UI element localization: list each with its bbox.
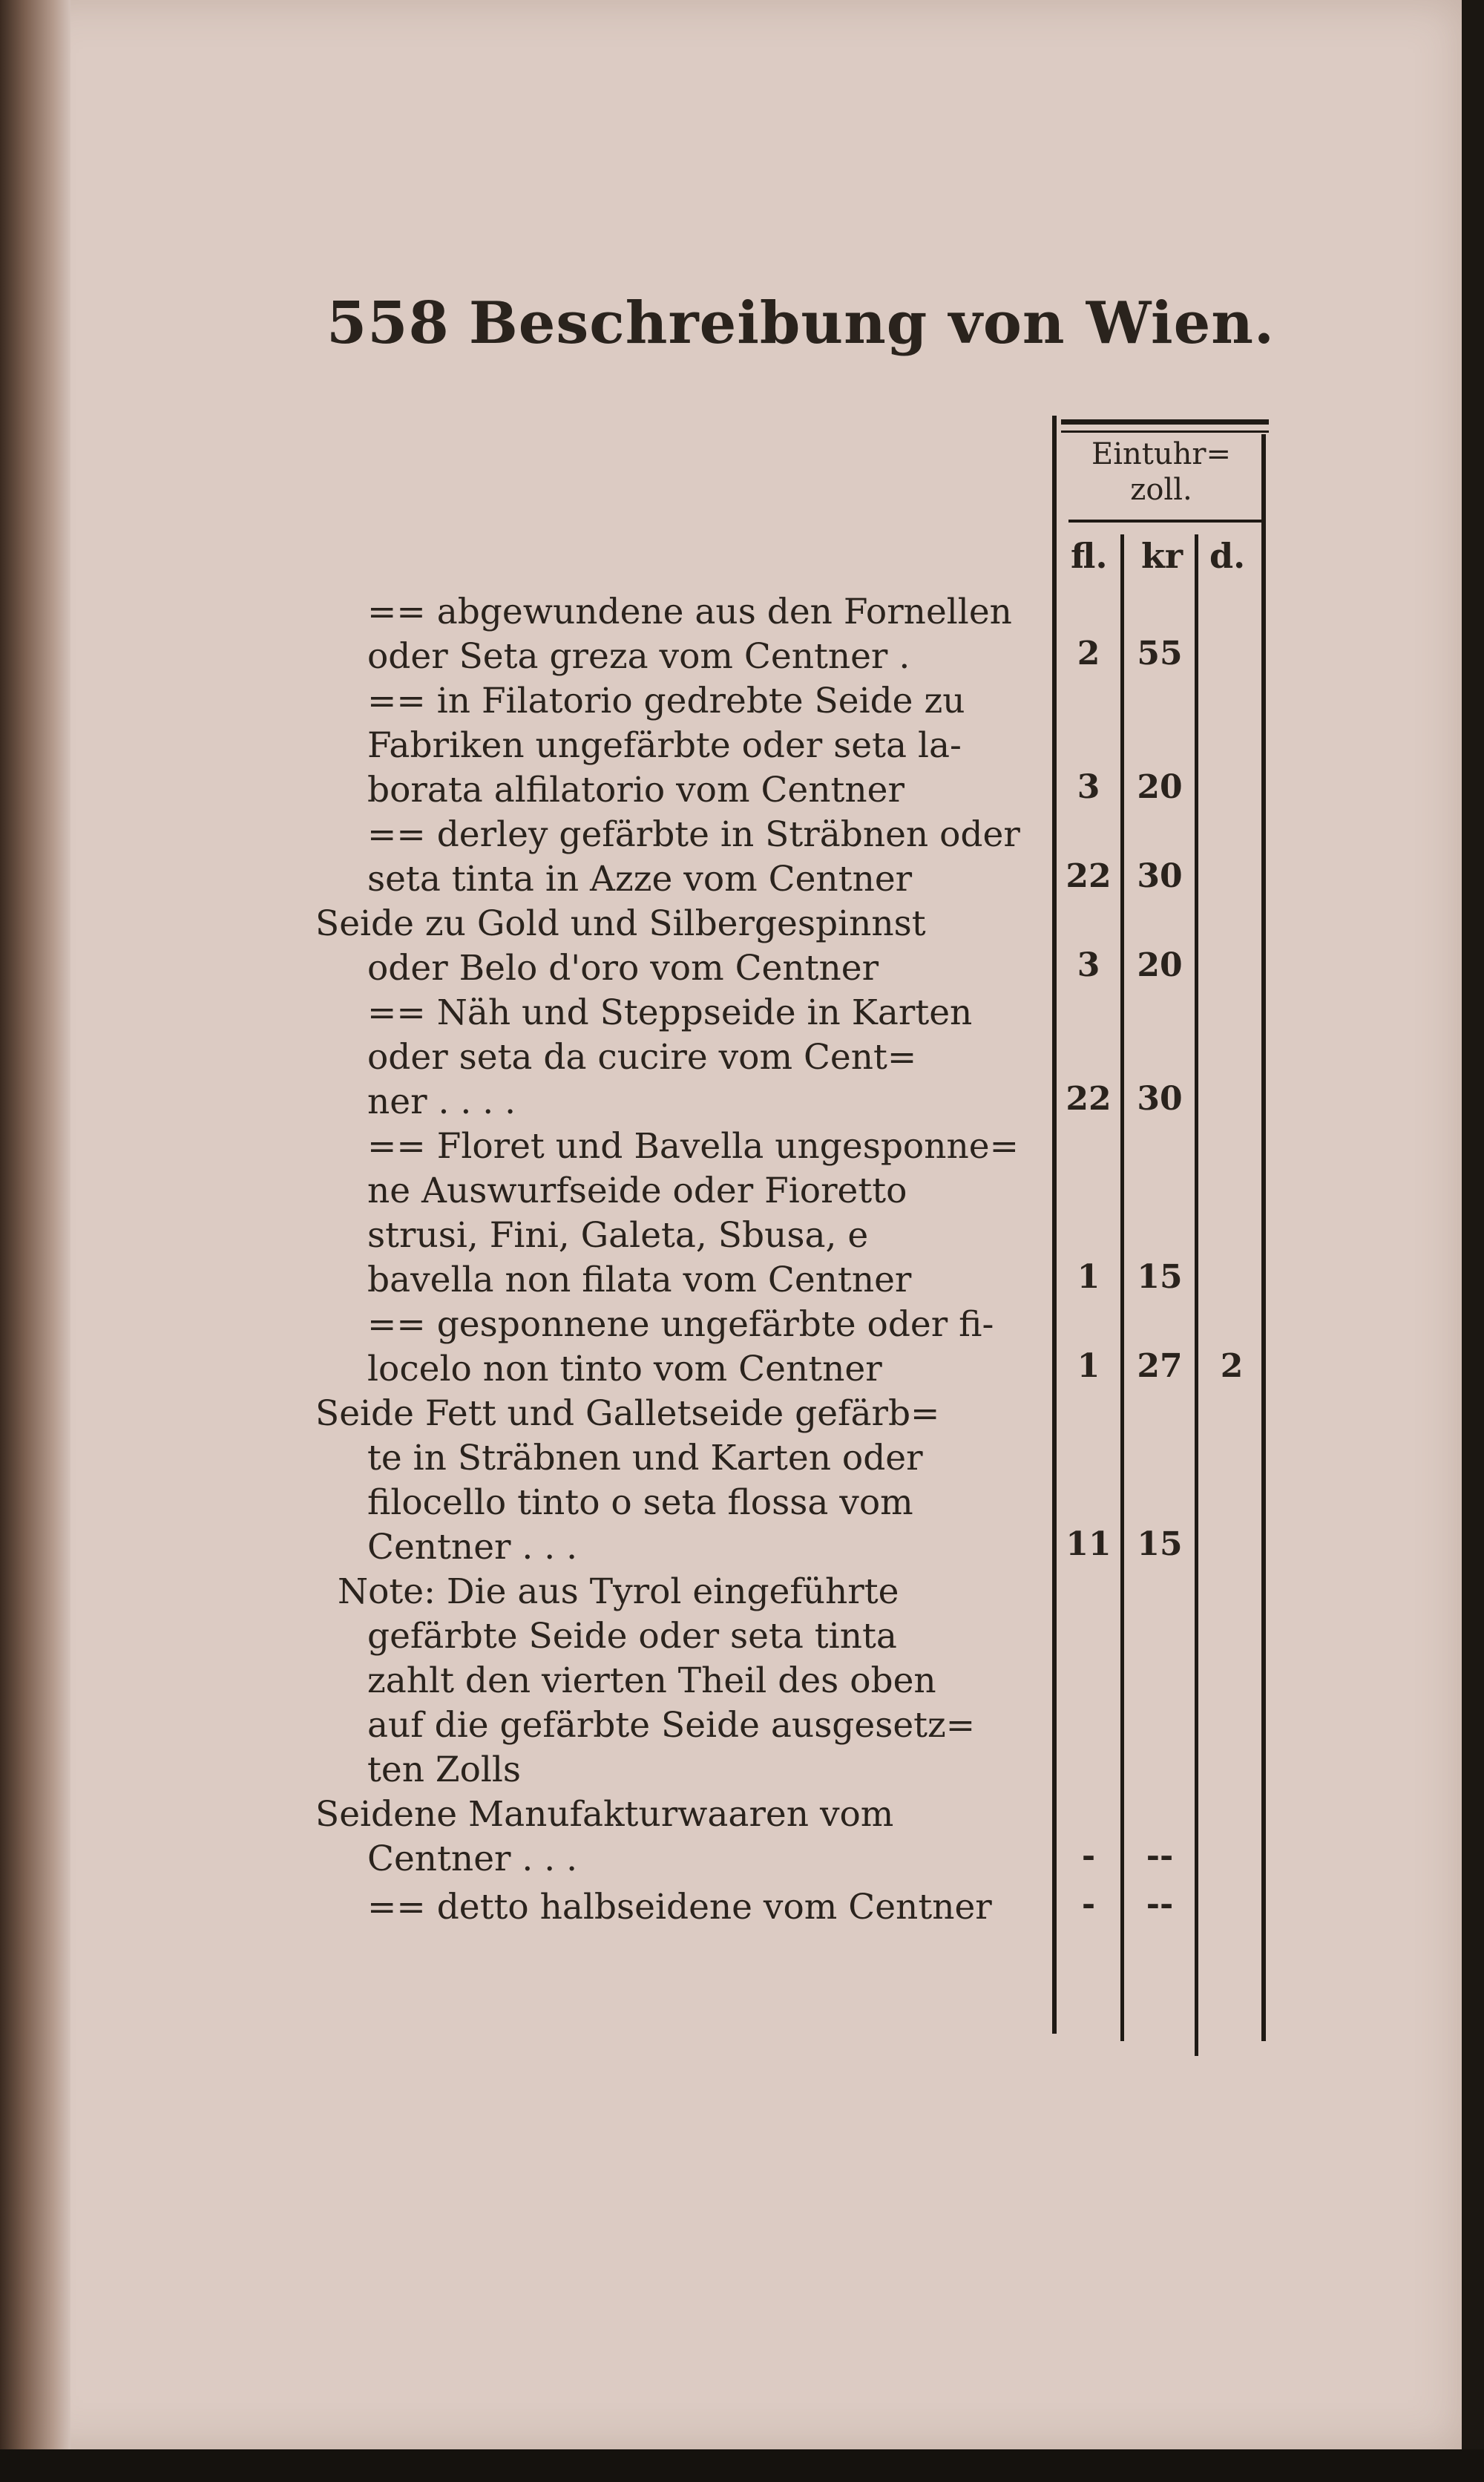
row-line: bavella non filata vom Centner: [367, 1260, 912, 1300]
page-title: Beschreibung von Wien.: [468, 289, 1275, 357]
row-line: Seidene Manufakturwaaren vom: [315, 1794, 894, 1835]
table-right-rule: [1261, 434, 1266, 2041]
row-line: seta tinta in Azze vom Centner: [367, 859, 913, 900]
row-line: Note: Die aus Tyrol eingeführte: [338, 1571, 899, 1612]
unit-d: d.: [1209, 536, 1246, 576]
table-row: [315, 1885, 1046, 1930]
row-line: == in Filatorio gedrebte Seide zu: [367, 681, 965, 721]
table-row: [315, 1124, 1046, 1303]
cell-fl: 1: [1077, 1258, 1100, 1296]
table-top-rule-2: [1061, 430, 1269, 433]
cell-kr: 30: [1137, 1080, 1183, 1118]
page-number: 558: [326, 289, 450, 357]
table-row: [315, 902, 1046, 991]
table-row: [315, 991, 1046, 1124]
row-line: ne Auswurfseide oder Fioretto: [367, 1170, 907, 1211]
cell-d: 2: [1220, 1347, 1244, 1385]
cell-kr: 20: [1137, 946, 1183, 984]
column-title-line-2: zoll.: [1130, 473, 1192, 507]
row-line: filocello tinto o seta flossa vom: [367, 1482, 913, 1523]
col-divider-kr-d: [1195, 534, 1198, 2056]
table-top-rule: [1061, 419, 1269, 425]
cell-fl: 22: [1066, 857, 1112, 895]
table-row: [315, 679, 1046, 813]
row-line: zahlt den vierten Theil des oben: [367, 1660, 936, 1701]
row-line: == Floret und Bavella ungesponne=: [367, 1126, 1019, 1167]
row-line: Centner . . .: [367, 1527, 578, 1568]
cell-fl: 1: [1077, 1347, 1100, 1385]
cell-fl: -: [1081, 1885, 1096, 1923]
page-header: [326, 289, 1275, 357]
table-row: [315, 1792, 1046, 1882]
cell-fl: 3: [1077, 768, 1100, 806]
unit-kr: kr: [1141, 536, 1183, 576]
note-block: [315, 1570, 1046, 1792]
cell-kr: --: [1146, 1885, 1174, 1923]
table-row: [315, 813, 1046, 902]
row-line: oder Seta greza vom Centner .: [367, 636, 910, 677]
row-line: == derley gefärbte in Sträbnen oder: [367, 814, 1020, 855]
row-line: borata alfilatorio vom Centner: [367, 770, 904, 811]
row-line: == detto halbseidene vom Centner: [367, 1887, 992, 1928]
row-line: oder Belo d'oro vom Centner: [367, 948, 879, 989]
cell-kr: 27: [1137, 1347, 1183, 1385]
row-line: == Näh und Steppseide in Karten: [367, 992, 973, 1033]
cell-kr: --: [1146, 1837, 1174, 1875]
cell-kr: 20: [1137, 768, 1183, 806]
table-row: [315, 1303, 1046, 1392]
column-title-line-1: Eintuhr=: [1091, 437, 1231, 471]
cell-kr: 15: [1137, 1525, 1183, 1563]
cell-fl: 11: [1066, 1525, 1112, 1563]
table-row: [315, 590, 1046, 679]
cell-fl: 2: [1077, 635, 1100, 672]
row-line: gefärbte Seide oder seta tinta: [367, 1616, 897, 1657]
unit-fl: fl.: [1071, 536, 1108, 576]
row-line: strusi, Fini, Galeta, Sbusa, e: [367, 1215, 869, 1256]
row-line: Seide Fett und Galletseide gefärb=: [315, 1393, 940, 1434]
book-spine: [0, 0, 70, 2482]
row-line: ten Zolls: [367, 1749, 522, 1790]
cell-fl: 22: [1066, 1080, 1112, 1118]
row-line: auf die gefärbte Seide ausgesetz=: [367, 1705, 976, 1746]
cell-kr: 30: [1137, 857, 1183, 895]
row-line: Centner . . .: [367, 1838, 578, 1879]
cell-kr: 15: [1137, 1258, 1183, 1296]
cell-fl: 3: [1077, 946, 1100, 984]
row-line: ner . . . .: [367, 1081, 516, 1122]
row-line: Fabriken ungefärbte oder seta la-: [367, 725, 962, 766]
row-line: te in Sträbnen und Karten oder: [367, 1438, 923, 1479]
header-underline: [1068, 520, 1261, 523]
table-row: [315, 1392, 1046, 1570]
row-line: Seide zu Gold und Silbergespinnst: [315, 903, 926, 944]
row-line: == abgewundene aus den Fornellen: [367, 592, 1012, 632]
column-title: [1076, 436, 1247, 508]
cell-fl: -: [1081, 1837, 1096, 1875]
row-line: oder seta da cucire vom Cent=: [367, 1037, 917, 1078]
row-line: == gesponnene ungefärbte oder fi-: [367, 1304, 994, 1345]
page-bottom-edge: [0, 2449, 1484, 2482]
row-line: locelo non tinto vom Centner: [367, 1349, 882, 1389]
cell-kr: 55: [1137, 635, 1183, 672]
